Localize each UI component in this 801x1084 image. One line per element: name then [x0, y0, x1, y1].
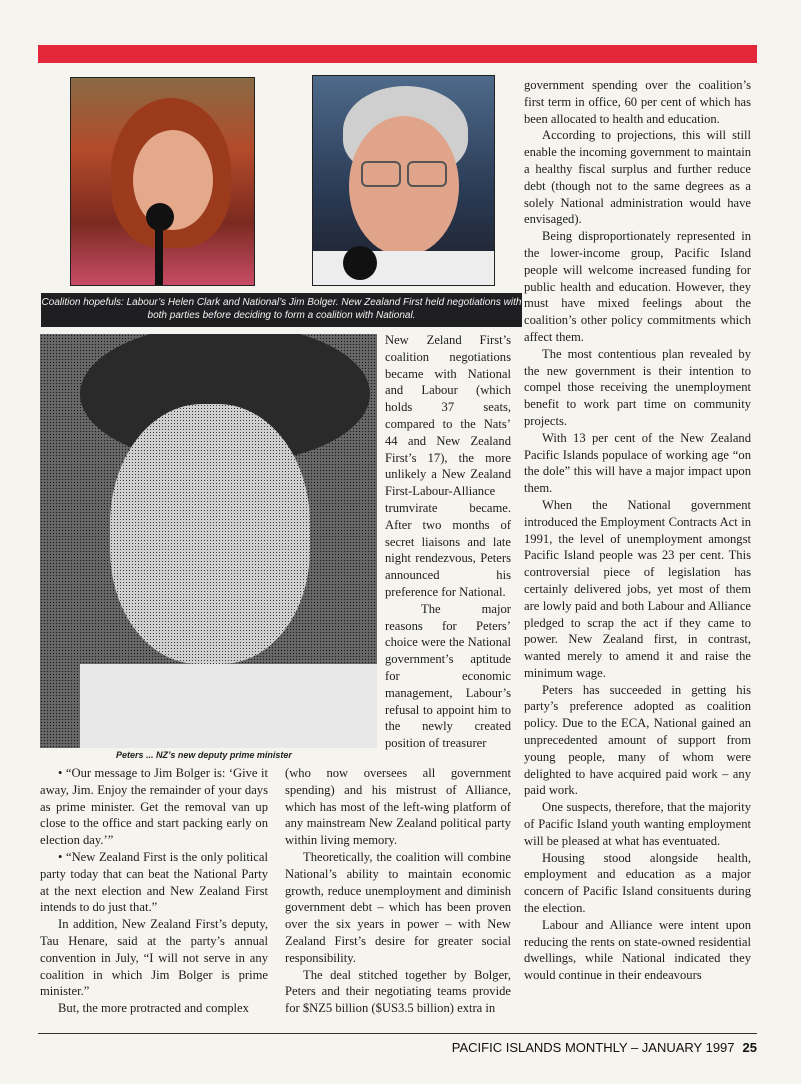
- paragraph: Labour and Alliance were intent upon reducing the rents on state-owned residential dwellings, while National indicated they would continue in their endeavours: [524, 917, 751, 983]
- paragraph: One suspects, therefore, that the majority of Pacific Island youth wanting employment will be pleased at what has eventuated.: [524, 800, 751, 848]
- page-number: 25: [742, 1040, 757, 1055]
- paragraph: (who now oversees all government spending) and his mistrust of Alliance, which has most of the left-wing platform of any mainstream New Zealand political party within living memory.: [285, 766, 511, 848]
- paragraph: According to projections, this will still enable the incoming government to maintain a healthy fiscal surplus and further reduce debt (though not to the same degrees as a solely National administration would have envisaged).: [524, 128, 751, 227]
- paragraph: In addition, New Zealand First’s deputy, Tau Henare, said at the party’s annual convention in July, “I will not serve in any coalition in which Jim Bolger is prime minister.”: [40, 917, 268, 999]
- article-column-1: [40, 765, 268, 1017]
- paragraph: But, the more protracted and complex: [58, 1001, 249, 1016]
- header-red-bar: [38, 45, 757, 63]
- paragraph: New Zeland First’s coalition negotiations became with National and Labour (which holds 37 seats, compared to the Nats’ 44 and New Zealand First’s 17), the more unlikely a New Zealand First-Labour-Alliance trumvirate became. After two months of secret liaisons and late night rendezvous, Peters announced his preference for National.: [385, 333, 511, 599]
- paragraph: The deal stitched together by Bolger, Peters and their negotiating teams provide for $NZ5 billion ($US3.5 billion) extra in: [285, 967, 511, 1016]
- article-column-narrow: [385, 332, 511, 752]
- paragraph: government spending over the coalition’s first term in office, 60 per cent of which has been allocated to health and education.: [524, 78, 751, 126]
- paragraph: When the National government introduced the Employment Contracts Act in 1991, the level of unemployment amongst Pacific Island people was 23 per cent. This controversial piece of legislation has certainly delivered jobs, yet most of them are lowly paid and both Labour and Alliance pledged to scrap the act if they came to power. New Zealand first, in contrast, wanted merely to amend it and raise the minimum wage.: [524, 497, 751, 680]
- photo-jim-bolger: [312, 75, 495, 286]
- paragraph: Being disproportionately represented in the lower-income group, Pacific Island people will welcome increased funding for public health and education. However, they must have mixed feelings about the coalition’s other policy commitments which affect them.: [524, 229, 751, 344]
- paragraph: • “New Zealand First is the only political party today that can beat the National Party at the next election and New Zealand First intends to do just that.”: [40, 849, 268, 915]
- footer-rule: [38, 1033, 757, 1034]
- paragraph: Housing stood alongside health, employment and education as a major concern of Pacific Island consituents during the election.: [524, 850, 751, 916]
- paragraph: The major reasons for Peters’ choice were the National government’s aptitude for economic management, Labour’s refusal to appoint him to the newly created position of treasurer: [385, 601, 511, 751]
- paragraph: Peters has succeeded in getting his party’s preference adopted as coalition policy. Due to the ECA, National gained an unprecedented amount of support from young people, many of whom were delighted to have acquired paid work – any paid work.: [524, 682, 751, 798]
- photo-caption-top: Coalition hopefuls: Labour’s Helen Clark and National’s Jim Bolger. New Zealand First held negotiations with both parties before deciding to form a coalition with National.: [41, 293, 522, 327]
- publication-name: PACIFIC ISLANDS MONTHLY – JANUARY 1997: [451, 1040, 735, 1055]
- paragraph: With 13 per cent of the New Zealand Pacific Islands populace of working age “on the dole” this will have a major impact upon them.: [524, 430, 751, 496]
- paragraph: • “Our message to Jim Bolger is: ‘Give it away, Jim. Enjoy the remainder of your days as prime minister. Get the removal van up close to the office and start packing early on election day.’”: [40, 766, 268, 848]
- photo-caption-peters: Peters ... NZ’s new deputy prime minister: [116, 750, 292, 760]
- page-footer: [452, 1040, 757, 1055]
- article-column-3: [524, 77, 751, 984]
- paragraph: The most contentious plan revealed by the new government is their intention to compel those receiving the unemployment benefit to work part time on community projects.: [524, 346, 751, 428]
- photo-helen-clark: [70, 77, 255, 286]
- paragraph: Theoretically, the coalition will combine National’s ability to maintain economic growth, reduce unemployment and diminish government debt – which has been proven over the six years in power – with New Zealand First’s desire for greater social responsibility.: [285, 849, 511, 965]
- article-column-2: [285, 765, 511, 1017]
- photo-winston-peters: [40, 334, 377, 748]
